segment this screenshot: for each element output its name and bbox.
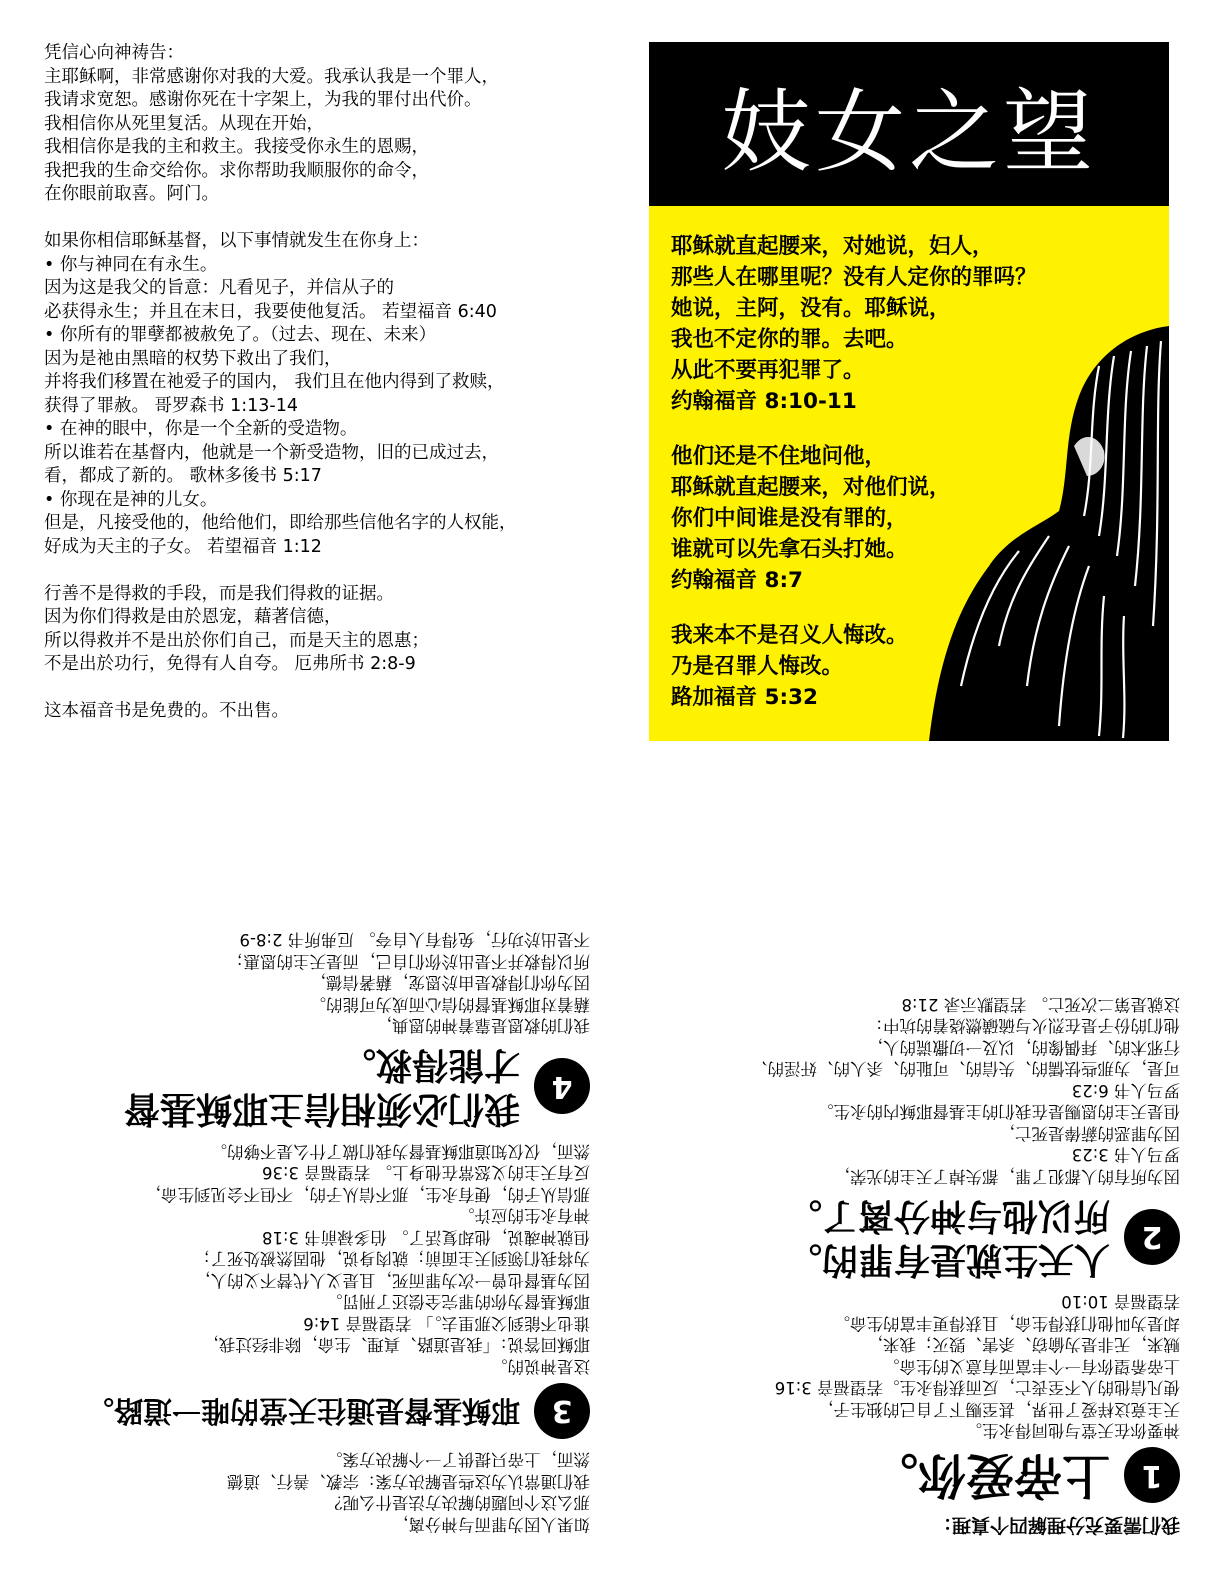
point-4-number: 4 bbox=[534, 1059, 590, 1115]
point-2-number: 2 bbox=[1124, 1209, 1180, 1265]
point-3-heading-row bbox=[30, 1383, 590, 1439]
point-2-body: 因为所有的人都犯了罪，都失掉了天主的光荣， 罗马人书 3:23 因为罪恶的薪俸是死亡， 但是天主的恩赐是在我们的主基督耶稣内的永生。 罗马人书 6:23 可是，为那些怯懦的、失信的、可耻的、杀人的、奸淫的、 行邪术的、拜偶像的，以及一切撒谎的人， 他们的份子是在烈火与硫磺燃烧着的坑中： 这就是第二次死亡。 若望默示录 21:8 bbox=[751, 995, 1180, 1186]
point-1-heading-row bbox=[650, 1448, 1180, 1504]
point-3-heading: 耶稣基督是通往天堂的唯一道路。 bbox=[84, 1394, 520, 1428]
point-2-heading: 人天生就是有罪的。 所以他与神分离了。 bbox=[785, 1195, 1110, 1280]
point-4-heading-row bbox=[30, 1043, 590, 1131]
believe-line: • 你现在是神的儿女。 bbox=[44, 489, 218, 510]
point-2-heading-row bbox=[650, 1193, 1180, 1281]
free-note: 这本福音书是免费的。不出售。 bbox=[44, 701, 289, 721]
believe-line: 但是，凡接受他的，他给他们，即给那些信他名字的人权能， bbox=[44, 513, 517, 533]
point-1-heading: 上帝爱你。 bbox=[869, 1447, 1110, 1504]
believe-line: • 你与神同在有永生。 bbox=[44, 254, 218, 275]
cover-verses bbox=[671, 231, 1037, 713]
prayer-line: 主耶稣啊，非常感谢你对我的大爱。我承认我是一个罪人， bbox=[44, 66, 499, 87]
point-4-heading: 我们必须相信主耶稣基督 才能得救。 bbox=[123, 1044, 520, 1130]
works-line: 不是出於功行，免得有人自夸。 厄弗所书 2:8-9 bbox=[44, 654, 416, 674]
cover-verse-john8-10: 耶稣就直起腰来，对她说，妇人， 那些人在哪里呢？没有人定你的罪吗？ 她说，主阿，没有。耶稣说， 我也不定你的罪。去吧。 从此不要再犯罪了。 约翰福音 8:10-11 bbox=[671, 234, 1037, 414]
believe-line: • 你所有的罪孽都被赦免了。（过去、现在、未来） bbox=[44, 325, 437, 345]
cover-verse-luke5-32: 我来本不是召义人悔改。 乃是召罪人悔改。 路加福音 5:32 bbox=[671, 623, 908, 710]
believe-line: 如果你相信耶稣基督，以下事情就发生在你身上： bbox=[44, 231, 429, 251]
point-3-number: 3 bbox=[534, 1383, 590, 1439]
cover-panel bbox=[649, 206, 1169, 741]
cover-verse-john8-7: 他们还是不住地问他， 耶稣就直起腰来，对他们说， 你们中间谁是没有罪的， 谁就可以先拿石头打她。 约翰福音 8:7 bbox=[671, 444, 951, 593]
prayer-line: 在你眼前取喜。阿门。 bbox=[44, 184, 219, 204]
believe-line: • 在神的眼中，你是一个全新的受造物。 bbox=[44, 419, 358, 439]
point-3-intro: 如果人因为罪而与神分离， 那么这个问题的解决方法是什么呢？ 我们通常认为这些是解决方案：宗教、善行、道德 然而，上帝只提供了一个解决方案。 bbox=[227, 1450, 590, 1534]
point-4-body: 我们的救恩是靠着神的恩典， 藉着对耶稣基督的信心而成为可能的。 因为你们得救是由於恩宠，藉著信德， 所以得救并不是出於你们自己，而是天主的恩惠； 不是出於功行，免得有人自夸。 厄弗所书 2:8-9 bbox=[227, 930, 590, 1036]
prayer-line: 我相信你从死里复活。从现在开始， bbox=[44, 113, 324, 134]
believe-line: 必获得永生；并且在末日，我要使他复活。 若望福音 6:40 bbox=[44, 301, 497, 322]
point-1-body: 神要你在天堂与他同得永生。 天主竟这样爱了世界，甚至赐下了自己的独生子， 使凡信他的人不至丧亡，反而获得永生。若望福音 3:16 上帝希望你有一个丰富而有意义的生命。 贼来，无非是为偷窃、杀害、毁灭；我来， 却是为叫他们获得生命，且获得更丰富的生命。 若望福音 10:10 bbox=[774, 1292, 1180, 1441]
prayer-line: 凭信心向神祷告： bbox=[44, 43, 184, 63]
cover-title: 妓女之望 bbox=[649, 42, 1169, 206]
believe-line: 因为是祂由黑暗的权势下救出了我们， bbox=[44, 348, 342, 369]
works-line: 所以得救并不是出於你们自己，而是天主的恩惠； bbox=[44, 630, 429, 651]
panel-points-3-4 bbox=[30, 810, 590, 1535]
prayer-line: 我请求宽恕。感谢你死在十字架上，为我的罪付出代价。 bbox=[44, 90, 482, 110]
believe-line: 所以谁若在基督内，他就是一个新受造物，旧的已成过去， bbox=[44, 442, 499, 463]
prayer-section bbox=[44, 42, 604, 724]
believe-line: 因为这是我父的旨意：凡看见子，并信从子的 bbox=[44, 278, 394, 298]
prayer-line: 我把我的生命交给你。求你帮助我顺服你的命令， bbox=[44, 160, 429, 181]
believe-line: 获得了罪赦。 哥罗森书 1:13-14 bbox=[44, 395, 299, 416]
point-3-body: 这是神说的。 耶稣回答说：「我是道路、真理、生命，除非经过我， 谁也不能到父那里去。」 若望福音 14:6 耶稣基督为你的罪完全偿还了刑罚。 因为基督也曾一次为罪而死，且是义人代替不义的人， 为将我们领到天主面前；就肉身说，他固然被处死了； 但就神魂说，他却复活了。 伯多禄前书 3:18 神有永生的应许。 那信从子的，便有永生，那不信从子的，不但不会见到生命， 反有天主的义怒常在他身上。 若望福音 3:36 然而，仅仅知道耶稣基督为我们做了什么是不够的。 bbox=[144, 1142, 590, 1376]
panel-points-1-2 bbox=[650, 810, 1180, 1535]
point-1-number: 1 bbox=[1124, 1448, 1180, 1504]
truths-intro: 我们需要充分理解四个真理： bbox=[932, 1514, 1180, 1536]
believe-line: 并将我们移置在祂爱子的国内， 我们且在他内得到了救赎， bbox=[44, 372, 505, 392]
works-line: 行善不是得救的手段，而是我们得救的证据。 bbox=[44, 583, 394, 604]
believe-line: 好成为天主的子女。 若望福音 1:12 bbox=[44, 536, 322, 557]
believe-line: 看，都成了新的。 歌林多後书 5:17 bbox=[44, 466, 322, 486]
prayer-line: 我相信你是我的主和救主。我接受你永生的恩赐， bbox=[44, 137, 429, 157]
works-line: 因为你们得救是由於恩宠，藉著信德， bbox=[44, 607, 342, 627]
